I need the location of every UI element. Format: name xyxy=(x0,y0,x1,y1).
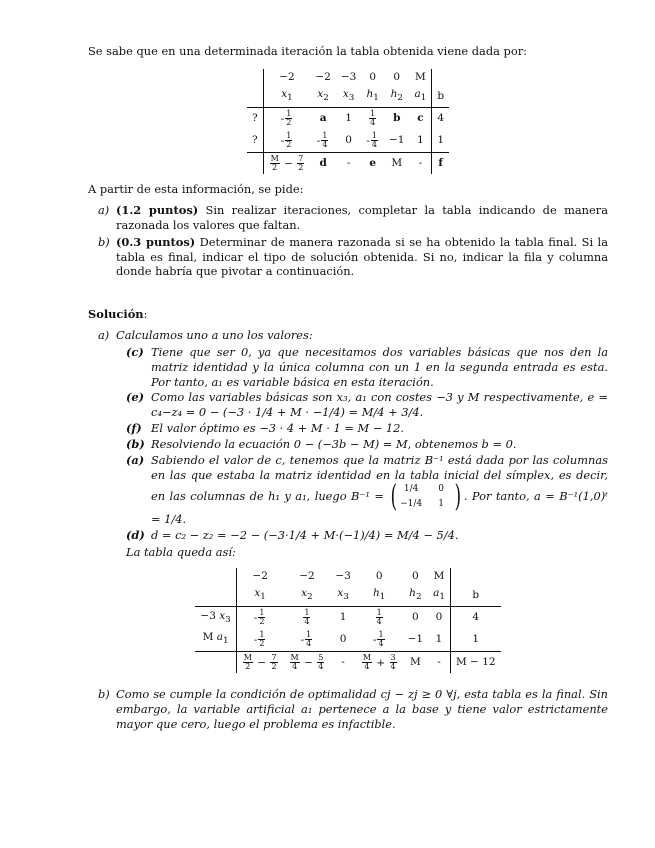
table-cell: 0 xyxy=(428,606,450,628)
b-cell: 4 xyxy=(472,611,480,624)
solution-a: a) Calculamos uno a uno los valores: (c) Tiene que ser 0, ya que necesitamos dos variables básicas que nos den la matriz identidad y la única columna con un 1 en la segunda entrada es esta. Por tanto, a₁ es variable básica en esta iteración. (e) Como las variables básicas son x₃, a₁ con costes −3 y M respectivamente, e = c₄−z₄ = 0 − (−3 · 1/4 + M · −1/4) = M/4 + 3/4. (f) El valor óptimo es −3 · 4 + M · 1 = M − 12. (b) Resolviendo la ecuación 0 − (−3b − M) = M, obtenemos b = 0. (a) Sabiendo el valor de c, tenemos que la matriz B⁻¹ está dada por las columnas en las que estaba la matriz identidad en la tabla inicial del símplex, es decir, en las columnas de h₁ y a₁, luego B⁻¹ = ( 1/4 0 −1/4 1 ) . Por tanto, a = B⁻¹(1,0)ᵗ = 1/4. (d) d = c₂ − z₂ = −2 − (−3·1/4 + M·(−1)/4) = M/4 − 5/4. La tabla queda así: xyxy=(98,328,608,560)
table-cell: 0 xyxy=(412,611,419,624)
cost-cell: −2 xyxy=(299,569,315,582)
solution-steps xyxy=(126,345,608,560)
table-cell: - $\frac{1}{2}$ xyxy=(253,607,265,627)
table-cell: - $\frac{1}{2}$ xyxy=(280,108,292,128)
table-cell: 1 xyxy=(339,611,347,624)
step-e: (e) Como las variables básicas son x₃, a₁ con costes −3 y M respectivamente, e = c₄−z₄ = 0 − (−3 · 1/4 + M · −1/4) = M/4 + 3/4. xyxy=(126,390,608,420)
cost-cell: M xyxy=(428,568,450,586)
reduced-cost-cell: M xyxy=(409,655,421,668)
intro-text: Se sabe que en una determinada iteración la tabla obtenida viene dada por: xyxy=(88,44,527,58)
b-cell: 4 xyxy=(437,112,445,124)
reduced-cost-cell: e xyxy=(369,156,377,169)
table-cell: −1 xyxy=(403,629,428,651)
corner-cell xyxy=(195,568,236,586)
cost-cell: −3 xyxy=(340,70,357,83)
question-b-points: (0.3 puntos) xyxy=(116,234,196,249)
table-cell: - $\frac{1}{4}$ xyxy=(284,629,331,651)
page xyxy=(88,44,608,734)
reduced-cost-cell: - xyxy=(428,651,450,673)
variable-header: $x_2$ xyxy=(310,86,335,107)
solution-heading: Solución: xyxy=(88,307,148,322)
basis-cell: ? xyxy=(247,107,263,129)
b-cost-cell xyxy=(450,568,500,586)
cost-cell: M xyxy=(409,69,431,87)
reduced-cost-cell: f xyxy=(438,156,443,169)
reduced-cost-cell: - xyxy=(341,655,345,668)
cost-cell: 0 xyxy=(412,569,419,582)
initial-simplex-table xyxy=(247,69,449,174)
table-cell: - $\frac{1}{2}$ xyxy=(236,629,283,651)
question-a: a) (1.2 puntos) Sin realizar iteraciones, completar la tabla indicando de manera razonada los valores que faltan. xyxy=(98,203,608,232)
reduced-cost-cell: - xyxy=(346,156,351,169)
b-cell: 1 xyxy=(450,629,500,651)
reduced-cost-cell: M xyxy=(391,156,403,169)
table-cell: c xyxy=(409,107,431,129)
cost-cell: −2 xyxy=(252,569,268,582)
variable-header: $h_1$ xyxy=(356,585,403,606)
reduced-cost-cell: $\frac{M}{2}$ − $\frac{7}{2}$ xyxy=(243,652,277,671)
reduced-cost-cell: - xyxy=(409,152,431,174)
b-header: b xyxy=(432,86,449,107)
cost-cell: −3 xyxy=(335,569,351,582)
question-b-text: Determinar de manera razonada si se ha obtenido la tabla final. Si la tabla es final, indicar el tipo de solución obtenida. Si no, indicar la fila y columna donde habría que pivotar a continuación. xyxy=(116,234,608,279)
reduced-cost-cell: d xyxy=(319,156,327,169)
basis-cell: ? xyxy=(247,130,263,152)
b-cell: 1 xyxy=(432,130,449,152)
step-a: (a) Sabiendo el valor de c, tenemos que la matriz B⁻¹ está dada por las columnas en las que estaba la matriz identidad en la tabla inicial del símplex, es decir, en las columnas de h₁ y a₁, luego B⁻¹ = ( 1/4 0 −1/4 1 ) . Por tanto, a = B⁻¹(1,0)ᵗ = 1/4. xyxy=(126,452,608,527)
corner-cell xyxy=(195,651,236,673)
table-cell: 1 xyxy=(428,629,450,651)
table-cell: $\frac{1}{4}$ xyxy=(304,607,310,627)
reduced-cost-cell: $\frac{M}{4}$ − $\frac{5}{4}$ xyxy=(290,652,324,671)
solution-b: b) Como se cumple la condición de optimalidad cj − zj ≥ 0 ∀j, esta tabla es la final. Sin embargo, la variable artificial a₁ pertenece a la base y tiene valor estrictamente mayor que cero, luego el problema es infactible. xyxy=(98,687,608,731)
table-cell: 0 xyxy=(336,130,361,152)
solution-b-text: Como se cumple la condición de optimalidad cj − zj ≥ 0 ∀j, esta tabla es la final. Sin embargo, la variable artificial a₁ pertenece a la base y tiene valor estrictamente mayor que cero, luego el problema es infactible. xyxy=(116,687,608,731)
table-cell: - $\frac{1}{4}$ xyxy=(356,629,403,651)
variable-header: $h_1$ xyxy=(361,86,384,107)
step-b: (b) Resolviendo la ecuación 0 − (−3b − M) = M, obtenemos b = 0. xyxy=(126,436,517,451)
corner-cell xyxy=(195,585,236,606)
question-b: b) (0.3 puntos) Determinar de manera razonada si se ha obtenido la tabla final. Si la tabla es final, indicar el tipo de solución obtenida. Si no, indicar la fila y columna donde habría que pivotar a continuación. xyxy=(98,234,608,279)
final-simplex-table xyxy=(195,568,500,673)
table-cell: - $\frac{1}{4}$ xyxy=(310,130,335,152)
table-cell: 1 xyxy=(345,112,352,124)
cost-cell: 0 xyxy=(375,569,383,582)
reduced-cost-cell: $\frac{M}{2}$ − $\frac{7}{2}$ xyxy=(270,153,304,172)
table-cell: - $\frac{1}{2}$ xyxy=(263,130,310,152)
step-d: (d) d = c₂ − z₂ = −2 − (−3·1/4 + M·(−1)/4) = M/4 − 5/4. xyxy=(126,528,459,543)
step-f: (f) El valor óptimo es −3 · 4 + M · 1 = M − 12. xyxy=(126,421,405,436)
cost-cell: −2 xyxy=(279,70,295,83)
prompt-text: A partir de esta información, se pide: xyxy=(88,182,304,197)
table-cell: $\frac{1}{4}$ xyxy=(370,108,376,128)
inverse-basis-matrix: ( 1/4 0 −1/4 1 ) xyxy=(390,479,462,515)
corner-cell xyxy=(247,86,263,107)
table-cell: b xyxy=(393,112,401,124)
b-cost-cell xyxy=(432,69,449,87)
table-cell: 1 xyxy=(409,130,431,152)
basis-cell: M $a_1$ xyxy=(195,629,236,651)
question-list xyxy=(98,203,608,279)
table-cell: - $\frac{1}{4}$ xyxy=(361,130,384,152)
cost-cell: −2 xyxy=(315,70,331,83)
variable-header: $x_2$ xyxy=(284,585,331,606)
reduced-cost-cell: M − 12 xyxy=(455,655,496,668)
step-c: (c) Tiene que ser 0, ya que necesitamos dos variables básicas que nos den la matriz identidad y la única columna con un 1 en la segunda entrada es esta. Por tanto, a₁ es variable básica en esta iteración. xyxy=(126,344,608,389)
variable-header: $x_3$ xyxy=(330,585,355,606)
reduced-cost-cell: $\frac{M}{4}$ + $\frac{3}{4}$ xyxy=(362,652,396,671)
solution-a-intro: Calculamos uno a uno los valores: xyxy=(116,328,313,343)
table-cell: $\frac{1}{4}$ xyxy=(376,607,382,627)
corner-cell xyxy=(247,69,263,87)
variable-header: $a_1$ xyxy=(409,86,431,107)
table-cell: −1 xyxy=(384,130,409,152)
question-a-text: Sin realizar iteraciones, completar la tabla indicando de manera razonada los valores que faltan. xyxy=(116,203,608,232)
table-note: La tabla queda así: xyxy=(126,545,236,560)
variable-header: $x_1$ xyxy=(263,86,310,107)
table-cell: 0 xyxy=(330,629,355,651)
question-a-points: (1.2 puntos) xyxy=(116,203,199,218)
cost-cell: 0 xyxy=(393,70,401,83)
basis-cell: −3 $x_3$ xyxy=(195,606,236,628)
variable-header: $h_2$ xyxy=(403,585,428,606)
b-header: b xyxy=(450,585,500,606)
variable-header: $x_3$ xyxy=(336,86,361,107)
corner-cell xyxy=(247,152,263,174)
variable-header: $x_1$ xyxy=(236,585,283,606)
variable-header: $a_1$ xyxy=(428,585,450,606)
cost-cell: 0 xyxy=(369,70,377,83)
table-cell: a xyxy=(319,112,327,124)
variable-header: $h_2$ xyxy=(384,86,409,107)
